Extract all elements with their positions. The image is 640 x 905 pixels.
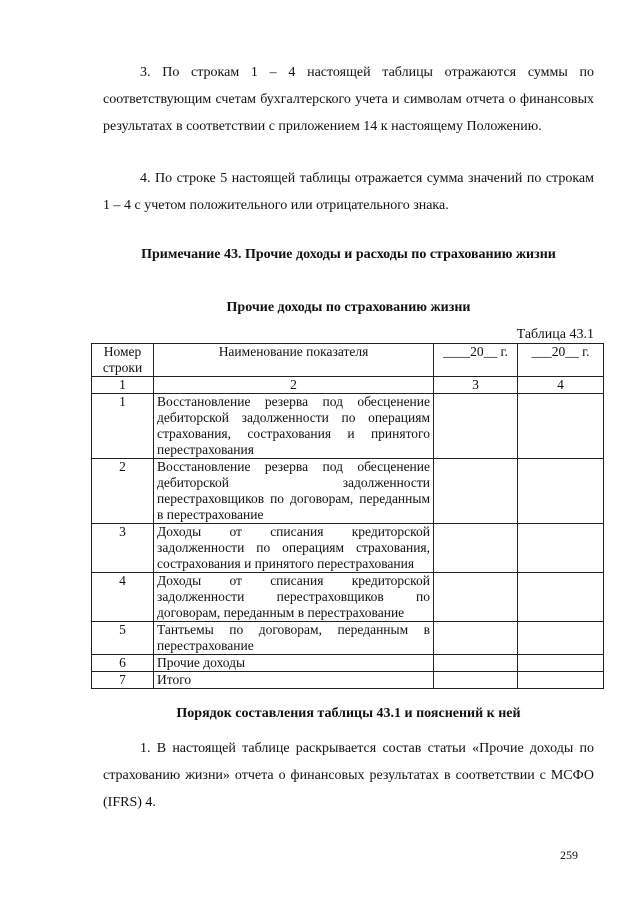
header-year-1: ____20__ г. [434, 344, 518, 377]
income-table [91, 343, 604, 689]
column-number: 2 [154, 377, 434, 394]
row-number: 4 [92, 573, 154, 622]
paragraph-table-description [103, 735, 594, 816]
column-number: 1 [92, 377, 154, 394]
column-number: 4 [518, 377, 604, 394]
table-row [92, 622, 604, 655]
row-name: Прочие доходы [154, 655, 434, 672]
row-value-year-1 [434, 573, 518, 622]
row-value-year-2 [518, 655, 604, 672]
row-value-year-2 [518, 622, 604, 655]
row-value-year-2 [518, 573, 604, 622]
row-name: Тантьемы по договорам, переданным в перестрахование [154, 622, 434, 655]
row-name: Доходы от списания кредиторской задолженности по операциям страхования, сострахования и принятого перестрахования [154, 524, 434, 573]
row-value-year-1 [434, 672, 518, 689]
row-value-year-2 [518, 672, 604, 689]
header-row-number: Номер строки [92, 344, 154, 377]
table-row [92, 672, 604, 689]
table-header-row [92, 344, 604, 377]
row-value-year-2 [518, 394, 604, 459]
row-number: 1 [92, 394, 154, 459]
table-title: Прочие доходы по страхованию жизни [226, 300, 471, 315]
row-value-year-1 [434, 524, 518, 573]
row-value-year-2 [518, 459, 604, 524]
row-name: Итого [154, 672, 434, 689]
paragraph-rows-1-4 [103, 59, 594, 140]
order-heading: Порядок составления таблицы 43.1 и пояснений к ней [176, 706, 521, 721]
row-name: Восстановление резерва под обесценение дебиторской задолженности перестраховщиков по договорам, переданным в перестрахование [154, 459, 434, 524]
row-name: Доходы от списания кредиторской задолженности перестраховщиков по договорам, переданным в перестрахование [154, 573, 434, 622]
row-number: 2 [92, 459, 154, 524]
row-value-year-2 [518, 524, 604, 573]
row-name: Восстановление резерва под обесценение дебиторской задолженности по операциям страхования, сострахования и принятого перестрахования [154, 394, 434, 459]
paragraph-text: 4. По строке 5 настоящей таблицы отражается сумма значений по строкам 1 – 4 с учетом положительного или отрицательного знака. [103, 171, 594, 213]
paragraph-text: 3. По строкам 1 – 4 настоящей таблицы отражаются суммы по соответствующим счетам бухгалтерского учета и символам отчета о финансовых результатах в соответствии с приложением 14 к настоящему Положению. [103, 65, 594, 134]
header-indicator-name: Наименование показателя [154, 344, 434, 377]
paragraph-text: 1. В настоящей таблице раскрывается состав статьи «Прочие доходы по страхованию жизни» отчета о финансовых результатах в соответствии с МСФО (IFRS) 4. [103, 741, 594, 810]
table-number: Таблица 43.1 [516, 327, 594, 342]
header-year-2: ___20__ г. [518, 344, 604, 377]
page-number: 259 [560, 848, 578, 862]
row-number: 7 [92, 672, 154, 689]
table-row [92, 655, 604, 672]
paragraph-row-5 [103, 165, 594, 219]
row-number: 3 [92, 524, 154, 573]
table-row [92, 394, 604, 459]
row-value-year-1 [434, 394, 518, 459]
row-value-year-1 [434, 622, 518, 655]
table-row [92, 459, 604, 524]
row-number: 5 [92, 622, 154, 655]
table-row [92, 573, 604, 622]
row-value-year-1 [434, 655, 518, 672]
column-number: 3 [434, 377, 518, 394]
row-value-year-1 [434, 459, 518, 524]
table-row [92, 524, 604, 573]
table-column-number-row [92, 377, 604, 394]
note-heading: Примечание 43. Прочие доходы и расходы по страхованию жизни [141, 247, 556, 262]
row-number: 6 [92, 655, 154, 672]
